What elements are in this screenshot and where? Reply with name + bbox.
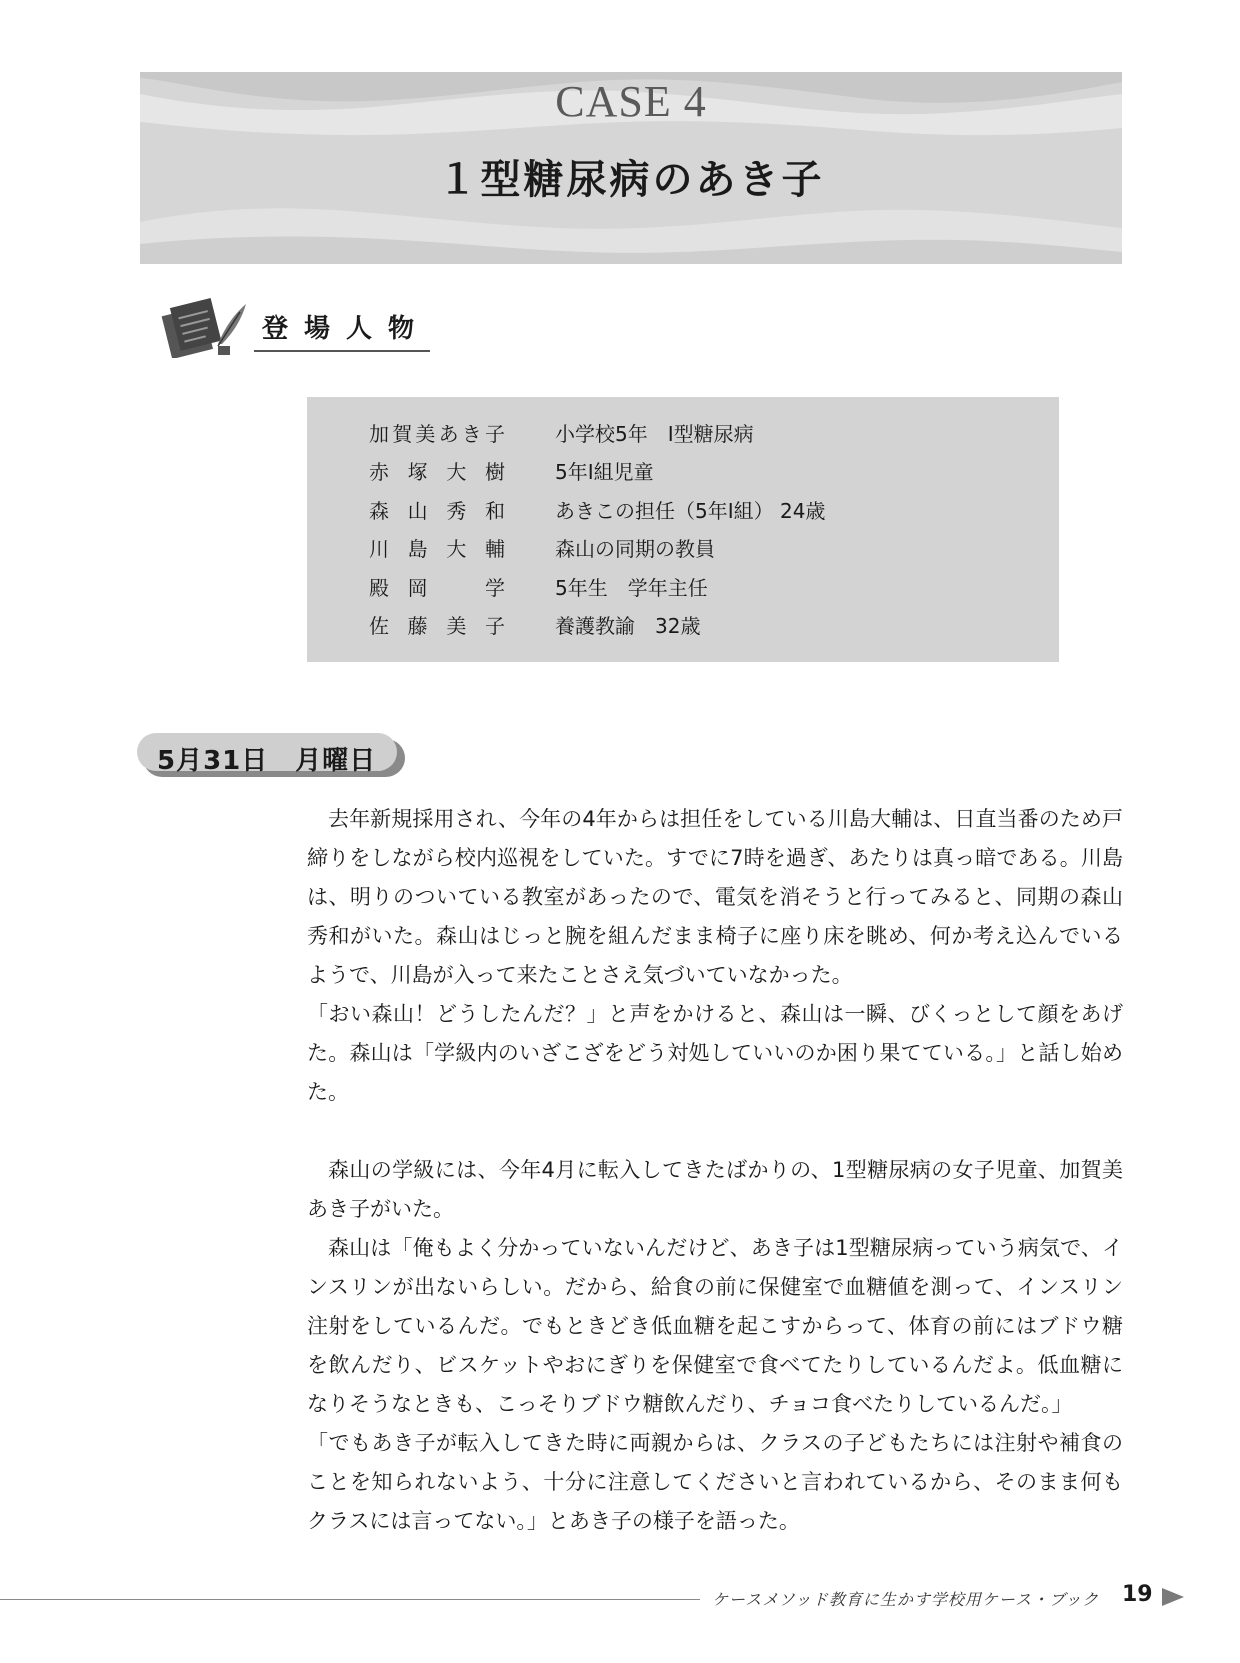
name-char: 賀 bbox=[392, 422, 413, 446]
story-body bbox=[307, 800, 1123, 1541]
paragraph-gap bbox=[307, 1112, 1123, 1151]
characters-heading bbox=[158, 298, 430, 358]
name-char: 殿 bbox=[369, 576, 389, 600]
cast-description: 森山の同期の教員 bbox=[555, 537, 715, 561]
name-char: あ bbox=[438, 422, 459, 446]
characters-title: 登場人物 bbox=[262, 314, 431, 344]
name-char: 佐 bbox=[369, 614, 389, 638]
paragraph: 森山の学級には、今年4月に転入してきたばかりの、1型糖尿病の女子児童、加賀美あき子がいた。 bbox=[307, 1158, 1123, 1221]
paragraph: 森山は「俺もよく分かっていないんだけど、あき子は1型糖尿病っていう病気で、インスリンが出ないらしい。だから、給食の前に保健室で血糖値を測って、インスリン注射をしているんだ。でもときどき低血糖を起こすからって、体育の前にはブドウ糖を飲んだり、ビスケットやおにぎりを保健室で食べてたりしているんだよ。低血糖になりそうなときも、こっそりブドウ糖飲んだり、チョコ食べたりしているんだ。」 bbox=[307, 1236, 1123, 1416]
paragraph: 「でもあき子が転入してきた時に両親からは、クラスの子どもたちには注射や補食のことを知られないよう、十分に注意してくださいと言われているから、そのまま何もクラスには言ってない。」とあき子の様子を語った。 bbox=[307, 1431, 1123, 1533]
footer-book-title: ケースメソッド教育に生かす学校用ケース・ブック bbox=[712, 1590, 1100, 1609]
name-char: 和 bbox=[484, 499, 505, 523]
date-badge bbox=[137, 733, 407, 779]
name-char: 輔 bbox=[484, 537, 505, 561]
cast-name bbox=[369, 495, 505, 524]
name-char: 美 bbox=[446, 614, 467, 638]
paragraph: 「おい森山！どうしたんだ？」と声をかけると、森山は一瞬、びくっとして顔をあげた。森山は「学級内のいざこざをどう対処していいのか困り果てている。」と話し始めた。 bbox=[307, 1002, 1123, 1104]
name-char bbox=[446, 572, 466, 601]
name-char: 子 bbox=[484, 422, 505, 446]
cast-description: 養護教諭 32歳 bbox=[555, 614, 701, 638]
cast-name bbox=[369, 610, 505, 639]
cast-name bbox=[369, 418, 505, 447]
papers-quill-icon bbox=[158, 298, 254, 358]
name-char: 森 bbox=[369, 499, 389, 523]
name-char: 加 bbox=[369, 422, 389, 446]
name-char: 学 bbox=[484, 576, 505, 600]
case-banner bbox=[140, 72, 1122, 264]
cast-description: 小学校5年 Ⅰ型糖尿病 bbox=[555, 422, 754, 446]
name-char: 秀 bbox=[446, 499, 467, 523]
case-title: １型糖尿病のあき子 bbox=[437, 157, 825, 203]
name-char: 美 bbox=[415, 422, 436, 446]
name-char: 藤 bbox=[407, 614, 428, 638]
cast-name bbox=[369, 572, 505, 601]
name-char: 島 bbox=[407, 537, 428, 561]
name-char: 塚 bbox=[407, 460, 428, 484]
date-heading: 5月31日 月曜日 bbox=[157, 746, 377, 776]
cast-list-box bbox=[307, 397, 1059, 662]
name-char: 山 bbox=[407, 499, 428, 523]
cast-name bbox=[369, 456, 505, 485]
cast-name bbox=[369, 533, 505, 562]
footer-rule bbox=[0, 1599, 700, 1600]
name-char: 大 bbox=[446, 460, 467, 484]
cast-description: あきこの担任（5年Ⅰ組） 24歳 bbox=[555, 499, 826, 523]
name-char: 樹 bbox=[484, 460, 505, 484]
name-char: き bbox=[461, 422, 482, 446]
cast-description: 5年生 学年主任 bbox=[555, 576, 708, 600]
name-char: 子 bbox=[484, 614, 505, 638]
case-number: CASE 4 bbox=[555, 77, 707, 126]
page-arrow-icon bbox=[1162, 1588, 1184, 1606]
name-char: 赤 bbox=[369, 460, 389, 484]
name-char: 岡 bbox=[407, 576, 428, 600]
paragraph: 去年新規採用され、今年の4年からは担任をしている川島大輔は、日直当番のため戸締りをしながら校内巡視をしていた。すでに7時を過ぎ、あたりは真っ暗である。川島は、明りのついている教室があったので、電気を消そうと行ってみると、同期の森山秀和がいた。森山はじっと腕を組んだまま椅子に座り床を眺め、何か考え込んでいるようで、川島が入って来たことさえ気づいていなかった。 bbox=[307, 807, 1123, 987]
cast-description: 5年Ⅰ組児童 bbox=[555, 460, 654, 484]
name-char: 大 bbox=[446, 537, 467, 561]
page-number: 19 bbox=[1122, 1582, 1153, 1607]
name-char: 川 bbox=[369, 537, 389, 561]
heading-underline bbox=[254, 350, 430, 352]
